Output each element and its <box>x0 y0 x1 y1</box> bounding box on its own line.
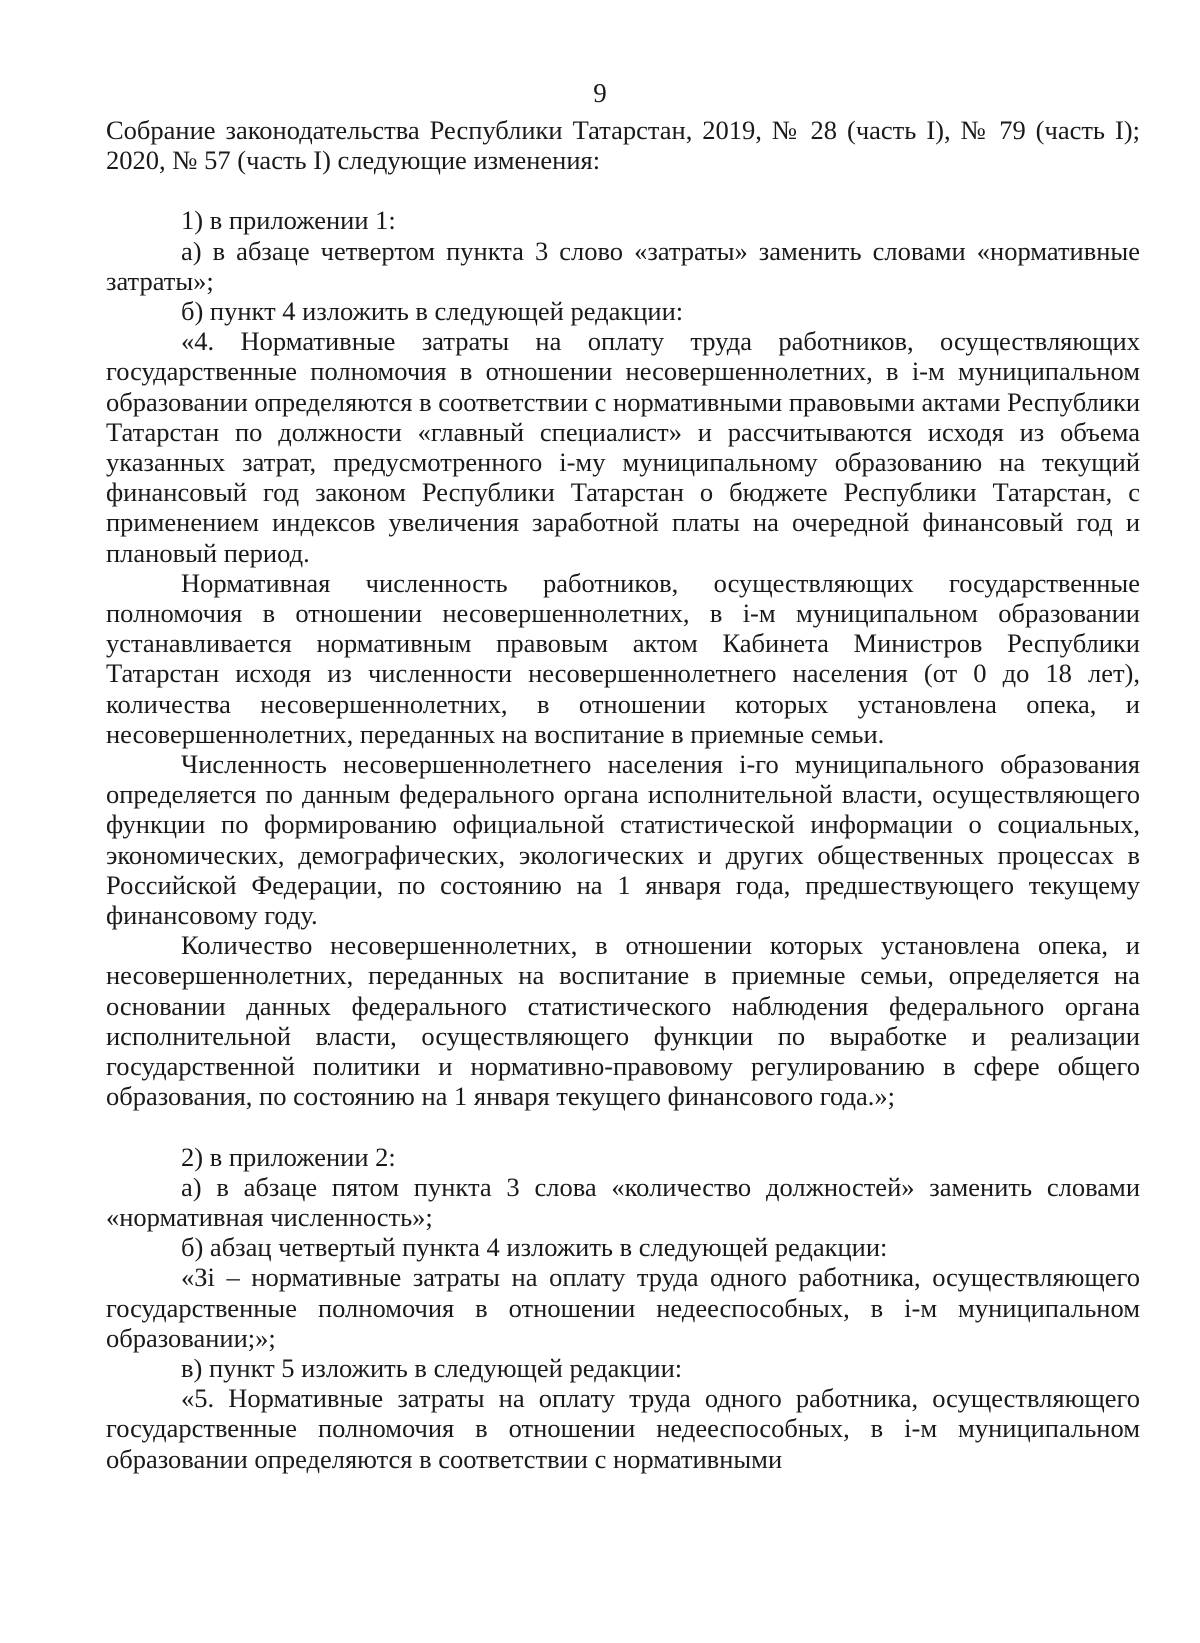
paragraph-p12: «Зi – нормативные затраты на оплату труда одного работника, осуществляющего государственные полномочия в отношении недееспособных, в i-м муниципальном образовании;»; <box>106 1262 1140 1353</box>
page-number: 9 <box>593 78 607 108</box>
paragraph-p03: а) в абзаце четвертом пункта 3 слово «затраты» заменить словами «нормативные затраты»; <box>106 235 1140 296</box>
paragraph-p14: «5. Нормативные затраты на оплату труда одного работника, осуществляющего государственные полномочия в отношении недееспособных, в i-м муниципальном образовании определяются в соответствии с нормативными <box>106 1383 1140 1474</box>
paragraph-p09: 2) в приложении 2: <box>181 1141 396 1172</box>
paragraph-p11: б) абзац четвертый пункта 4 изложить в следующей редакции: <box>181 1232 888 1263</box>
paragraph-p04: б) пункт 4 изложить в следующей редакции: <box>181 296 684 327</box>
document-body <box>106 115 1140 1474</box>
paragraph-p06: Нормативная численность работников, осуществляющих государственные полномочия в отношении несовершеннолетних, в i-м муниципальном образовании устанавливается нормативным правовым актом Кабинета Министров Республики Татарстан исходя из численности несовершеннолетнего населения (от 0 до 18 лет), количества несовершеннолетних, в отношении которых установлена опека, и несовершеннолетних, переданных на воспитание в приемные семьи. <box>106 567 1140 749</box>
paragraph-p13: в) пункт 5 изложить в следующей редакции: <box>181 1352 683 1383</box>
paragraph-p08: Количество несовершеннолетних, в отношении которых установлена опека, и несовершеннолетних, переданных на воспитание в приемные семьи, определяется на основании данных федерального статистического наблюдения федерального органа исполнительной власти, осуществляющего функции по выработке и реализации государственной политики и нормативно-правовому регулированию в сфере общего образования, по состоянию на 1 января текущего финансового года.»; <box>106 930 1140 1112</box>
paragraph-p05: «4. Нормативные затраты на оплату труда работников, осуществляющих государственные полномочия в отношении несовершеннолетних, в i-м муниципальном образовании определяются в соответствии с нормативными правовыми актами Республики Татарстан по должности «главный специалист» и рассчитываются исходя из объема указанных затрат, предусмотренного i-му муниципальному образованию на текущий финансовый год законом Республики Татарстан о бюджете Республики Татарстан, с применением индексов увеличения заработной платы на очередной финансовый год и плановый период. <box>106 326 1140 568</box>
paragraph-p07: Численность несовершеннолетнего населения i-го муниципального образования определяется по данным федерального органа исполнительной власти, осуществляющего функции по формированию официальной статистической информации о социальных, экономических, демографических, экологических и других общественных процессах в Российской Федерации, по состоянию на 1 января года, предшествующего текущему финансовому году. <box>106 749 1140 931</box>
paragraph-p10: а) в абзаце пятом пункта 3 слова «количество должностей» заменить словами «нормативная численность»; <box>106 1171 1140 1232</box>
paragraph-p02: 1) в приложении 1: <box>181 205 396 236</box>
paragraph-p01: Собрание законодательства Республики Татарстан, 2019, № 28 (часть I), № 79 (часть I); 2020, № 57 (часть I) следующие изменения: <box>106 115 1140 176</box>
